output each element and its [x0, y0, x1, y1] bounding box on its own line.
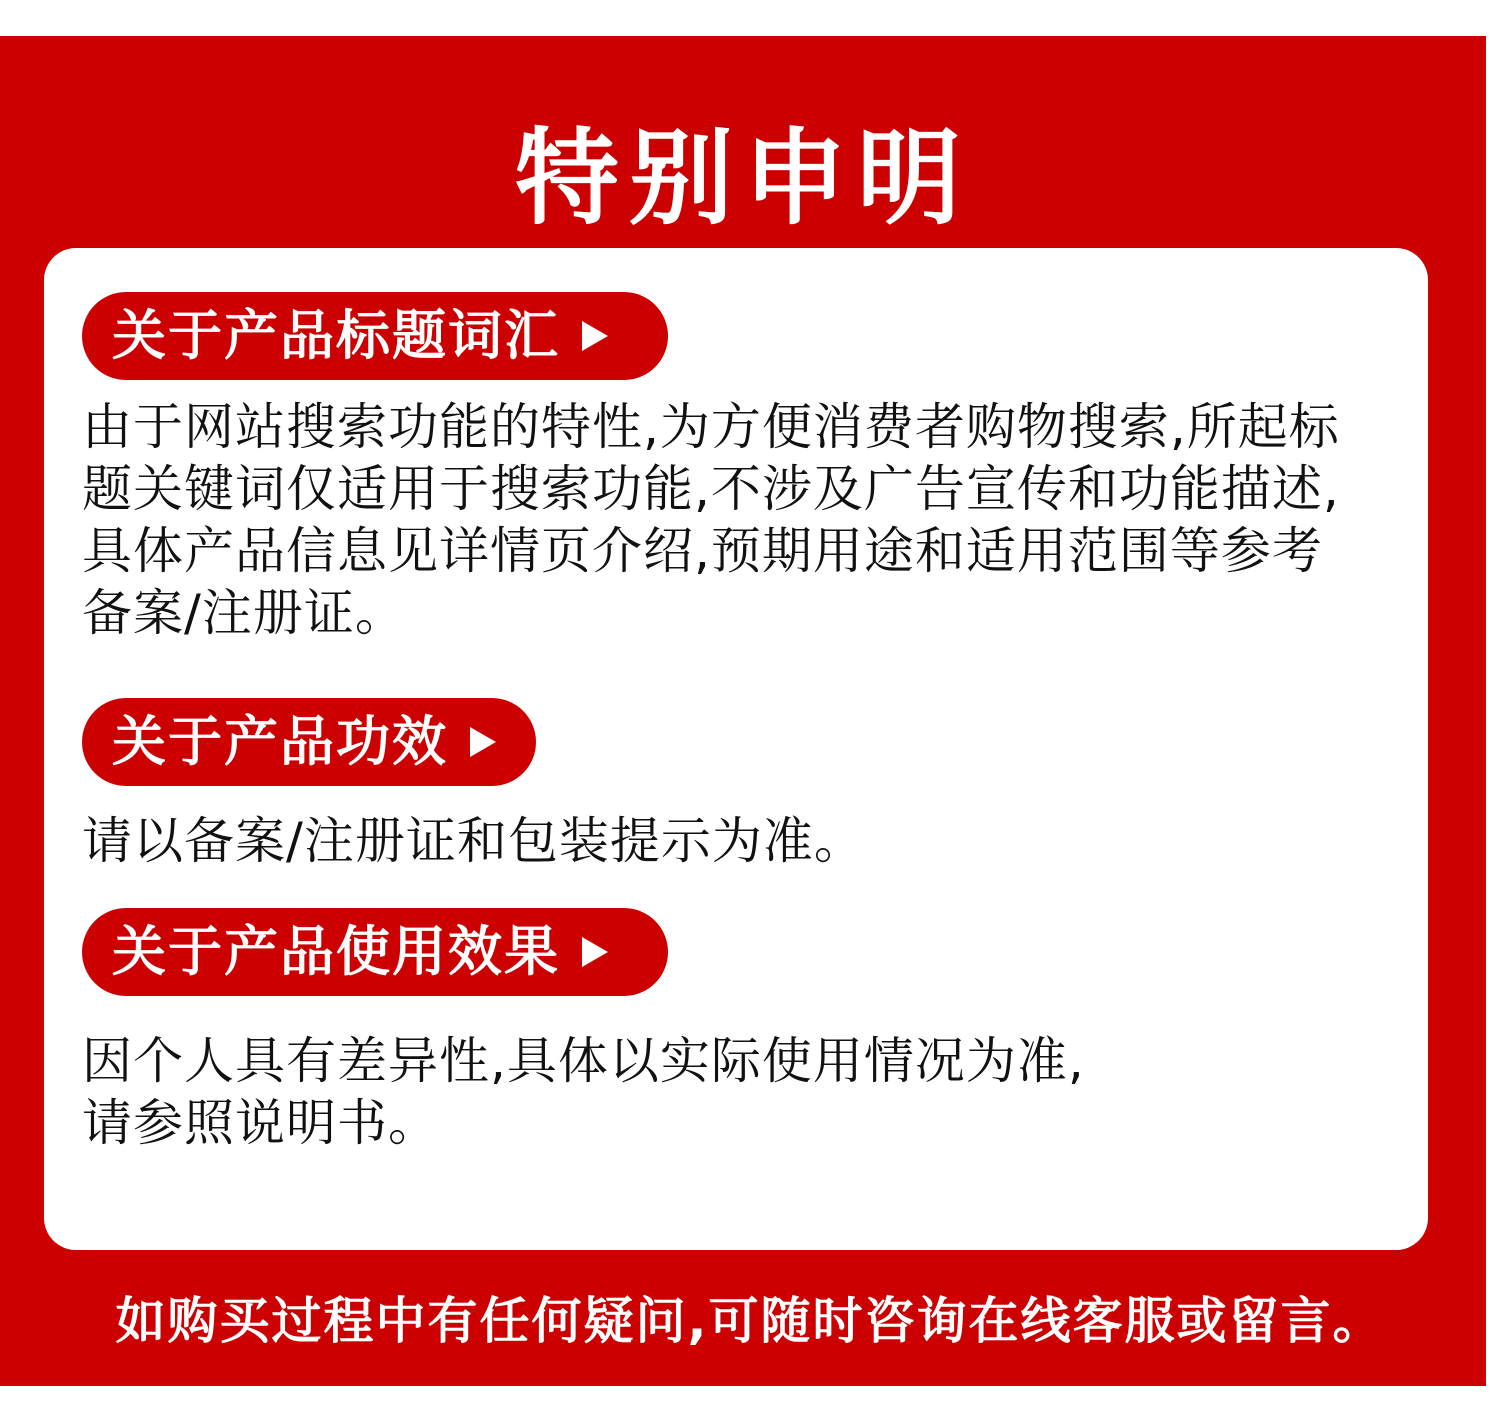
body-line: 题关键词仅适用于搜索功能,不涉及广告宣传和功能描述, [82, 460, 1340, 518]
section-heading-label: 关于产品标题词汇 [112, 304, 560, 367]
section-body-title-vocabulary [82, 396, 1340, 644]
play-arrow-icon [582, 321, 608, 351]
section-body-usage-effect [82, 1030, 1085, 1154]
section-heading-title-vocabulary [82, 292, 668, 380]
footer-contact-note: 如购买过程中有任何疑问,可随时咨询在线客服或留言。 [115, 1292, 1385, 1350]
body-line: 备案/注册证。 [82, 584, 406, 642]
body-line: 由于网站搜索功能的特性,为方便消费者购物搜索,所起标 [82, 398, 1340, 456]
notice-banner [0, 36, 1486, 1386]
section-heading-label: 关于产品功效 [112, 710, 448, 773]
body-line: 请以备案/注册证和包装提示为准。 [82, 812, 865, 870]
section-heading-efficacy [82, 698, 536, 786]
section-heading-label: 关于产品使用效果 [112, 920, 560, 983]
page-title: 特别申明 [514, 117, 971, 239]
play-arrow-icon [582, 937, 608, 967]
body-line: 因个人具有差异性,具体以实际使用情况为准, [82, 1032, 1085, 1090]
section-body-efficacy [82, 810, 865, 872]
body-line: 请参照说明书。 [82, 1094, 439, 1152]
body-line: 具体产品信息见详情页介绍,预期用途和适用范围等参考 [82, 522, 1323, 580]
play-arrow-icon [470, 727, 496, 757]
section-heading-usage-effect [82, 908, 668, 996]
notice-card [44, 248, 1428, 1250]
